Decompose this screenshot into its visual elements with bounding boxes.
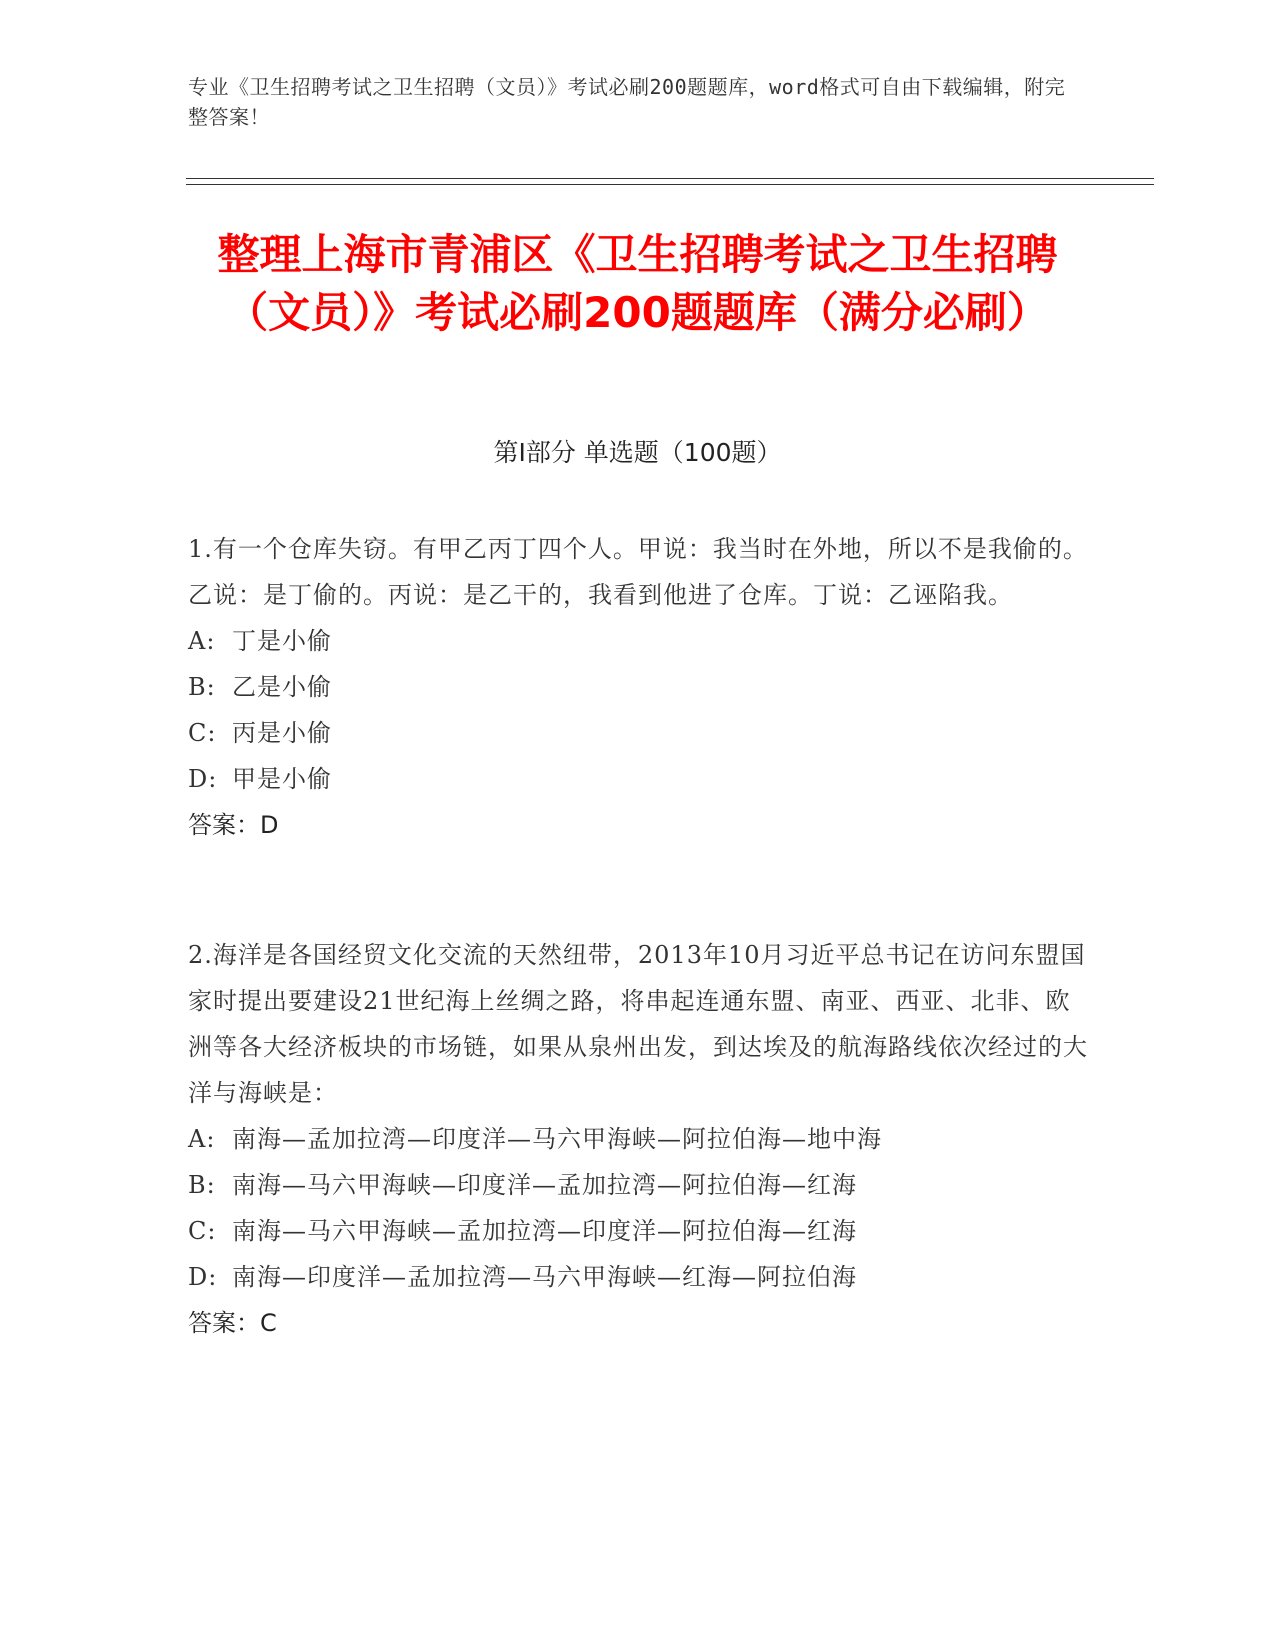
section-title: 第Ⅰ部分 单选题（100题） [493, 438, 782, 467]
option-c [188, 1208, 1088, 1254]
option-letter: D: [188, 1263, 218, 1291]
option-text: 丙是小偷 [232, 719, 332, 747]
option-letter: A: [188, 1125, 216, 1153]
option-text: 南海—马六甲海峡—印度洋—孟加拉湾—阿拉伯海—红海 [232, 1171, 857, 1199]
question-1 [188, 526, 1088, 848]
document-title: 整理上海市青浦区《卫生招聘考试之卫生招聘（文员）》考试必刷200题题库（满分必刷） [217, 230, 1058, 337]
option-text: 乙是小偷 [232, 673, 332, 701]
option-b [188, 664, 1088, 710]
option-letter: B: [188, 1171, 216, 1199]
option-d [188, 1254, 1088, 1300]
question-stem: 1.有一个仓库失窃。有甲乙丙丁四个人。甲说：我当时在外地，所以不是我偷的。乙说：是丁偷的。丙说：是乙干的，我看到他进了仓库。丁说：乙诬陷我。 [188, 535, 1088, 609]
answer-line: 答案：D [188, 811, 279, 839]
header-note: 专业《卫生招聘考试之卫生招聘（文员）》考试必刷200题题库，word格式可自由下载编辑，附完整答案！ [188, 75, 1066, 129]
option-a [188, 618, 1088, 664]
option-letter: C: [188, 719, 217, 747]
option-b [188, 1162, 1088, 1208]
question-stem: 2.海洋是各国经贸文化交流的天然纽带，2013年10月习近平总书记在访问东盟国家时提出要建设21世纪海上丝绸之路，将串起连通东盟、南亚、西亚、北非、欧洲等各大经济板块的市场链，如果从泉州出发，到达埃及的航海路线依次经过的大洋与海峡是： [188, 941, 1088, 1107]
option-letter: A: [188, 627, 216, 655]
answer-line: 答案：C [188, 1309, 277, 1337]
option-text: 南海—印度洋—孟加拉湾—马六甲海峡—红海—阿拉伯海 [232, 1263, 857, 1291]
header-divider [186, 178, 1154, 185]
question-2 [188, 932, 1088, 1346]
option-text: 丁是小偷 [232, 627, 332, 655]
option-letter: D: [188, 765, 218, 793]
option-a [188, 1116, 1088, 1162]
option-letter: B: [188, 673, 216, 701]
option-c [188, 710, 1088, 756]
option-d [188, 756, 1088, 802]
option-letter: C: [188, 1217, 217, 1245]
option-text: 南海—孟加拉湾—印度洋—马六甲海峡—阿拉伯海—地中海 [232, 1125, 882, 1153]
option-text: 南海—马六甲海峡—孟加拉湾—印度洋—阿拉伯海—红海 [232, 1217, 857, 1245]
option-text: 甲是小偷 [232, 765, 332, 793]
